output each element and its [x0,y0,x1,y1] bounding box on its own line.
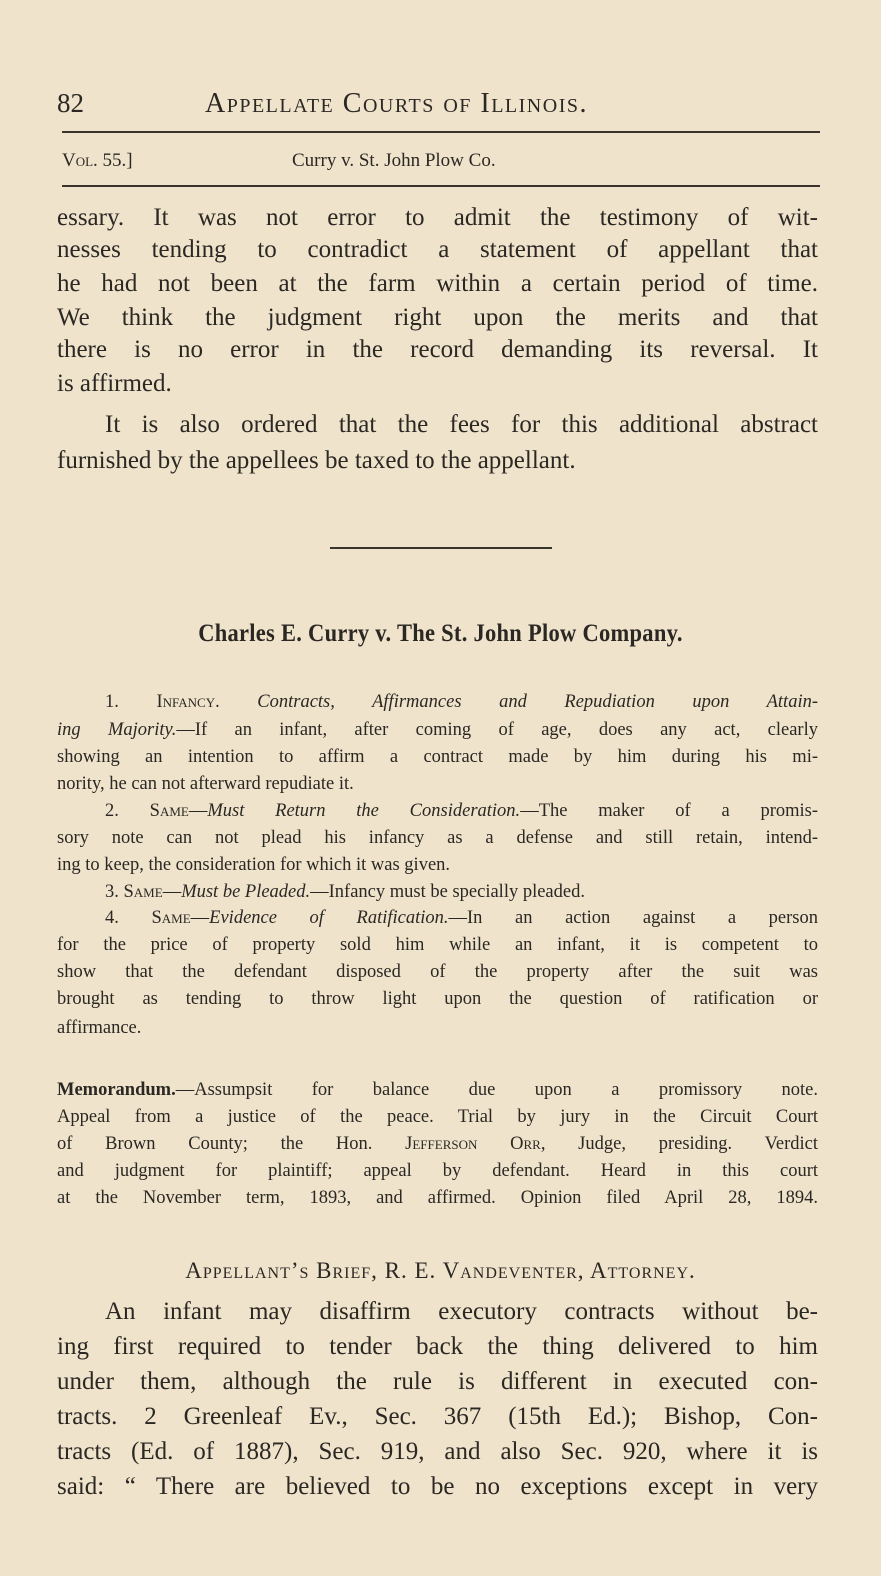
text-line [57,1367,818,1397]
header-rule [62,131,820,133]
text-segment: Jefferson Orr [405,1134,541,1154]
text-line [57,1078,818,1102]
text-line [57,826,818,850]
text-segment: It is also ordered that the fees for this additional abstract [105,411,818,438]
text-line [105,799,818,823]
text-segment: show that the defendant disposed of the property after the suit was [57,962,818,982]
text-segment: of Brown County; the Hon. [57,1134,406,1154]
text-line [57,1159,818,1183]
text-segment [220,692,258,712]
text-line [105,906,818,930]
volume-label: Vol. 55.] [62,150,133,171]
text-line [105,1297,818,1327]
text-segment: , Judge, presiding. Verdict [540,1134,818,1154]
text-segment: 2. [105,801,150,821]
text-segment: for the price of property sold him while an infant, it is competent to [57,935,818,955]
text-line [57,1402,818,1432]
text-line [57,1132,818,1156]
text-segment: ing first required to tender back the thing delivered to him [57,1333,818,1360]
text-segment: Same [151,908,191,928]
text-segment: — [188,801,208,821]
text-segment: —Infancy must be specially pleaded. [310,882,585,902]
section-divider [330,547,552,549]
text-segment: and judgment for plaintiff; appeal by defendant. Heard in this court [57,1161,818,1181]
text-segment: ing to keep, the consideration for which it was given. [57,855,451,875]
header-rule-lower [62,185,820,187]
text-segment: —If an infant, after coming of age, does any act, clearly [176,720,818,740]
text-line [57,303,818,333]
text-line [57,1437,818,1467]
text-segment: there is no error in the record demanding its reversal. It [57,336,818,363]
text-line [57,1186,818,1210]
text-line [57,335,818,365]
text-segment: is affirmed. [57,370,172,397]
text-line [105,880,818,904]
text-segment: Contracts, Affirmances and Repudiation upon Attain- [257,692,818,712]
text-segment: ing Majority. [57,720,177,740]
text-line [105,410,818,440]
text-segment: sory note can not plead his infancy as a defense and still retain, intend- [57,828,818,848]
text-segment: at the November term, 1893, and affirmed. Opinion filed April 28, 1894. [57,1188,818,1208]
text-segment: Infancy. [156,692,220,712]
text-line [57,772,818,796]
text-segment: showing an intention to affirm a contract made by him during his mi- [57,747,818,767]
text-segment: 4. [105,908,152,928]
text-line [57,203,818,233]
text-segment: furnished by the appellees be taxed to the appellant. [57,447,576,474]
text-line [57,987,818,1011]
text-line [57,718,818,742]
text-line [57,235,818,265]
text-segment: Must Return the Consideration. [207,801,521,821]
text-segment: nority, he can not afterward repudiate it. [57,774,354,794]
text-segment: Memorandum. [57,1080,176,1100]
text-segment: Same [123,882,163,902]
text-line [57,933,818,957]
text-line [57,1472,818,1502]
text-line [57,960,818,984]
text-segment: — [162,882,182,902]
text-segment: brought as tending to throw light upon the question of ratification or [57,989,818,1009]
book-title: Appellate Courts of Illinois. [205,88,588,119]
text-line [57,1105,818,1129]
text-segment: essary. It was not error to admit the testimony of wit- [57,204,818,231]
text-segment: —In an action against a person [448,908,819,928]
text-line [57,745,818,769]
brief-heading: Appellant’s Brief, R. E. Vandeventer, Attorney. [185,1258,696,1283]
text-segment: tracts. 2 Greenleaf Ev., Sec. 367 (15th Ed.); Bishop, Con- [57,1403,818,1430]
text-segment: under them, although the rule is different in executed con- [57,1368,818,1395]
text-segment: — [190,908,210,928]
text-segment: 1. [105,692,157,712]
text-line [57,853,818,877]
text-segment: 3. [105,882,124,902]
text-line [57,369,818,399]
running-case-title: Curry v. St. John Plow Co. [292,150,496,171]
text-line [57,446,818,476]
text-segment: said: “ There are believed to be no exceptions except in very [57,1473,818,1500]
text-segment: he had not been at the farm within a certain period of time. [57,270,818,297]
text-segment: —Assumpsit for balance due upon a promissory note. [175,1080,818,1100]
text-line [57,269,818,299]
text-segment: nesses tending to contradict a statement of appellant that [57,236,818,263]
text-line [57,1016,818,1040]
text-segment: We think the judgment right upon the merits and that [57,304,818,331]
text-segment: Same [149,801,189,821]
text-segment: affirmance. [57,1018,142,1038]
text-segment: Must be Pleaded. [181,882,311,902]
text-line [57,1332,818,1362]
text-line [105,690,818,714]
text-segment: —The maker of a promis- [520,801,819,821]
text-segment: tracts (Ed. of 1887), Sec. 919, and also Sec. 920, where it is [57,1438,818,1465]
text-segment: Appeal from a justice of the peace. Trial by jury in the Circuit Court [57,1107,818,1127]
text-segment: An infant may disaffirm executory contracts without be- [105,1298,818,1325]
case-title: Charles E. Curry v. The St. John Plow Company. [198,620,683,647]
page-number: 82 [57,88,84,118]
text-segment: Evidence of Ratification. [209,908,449,928]
